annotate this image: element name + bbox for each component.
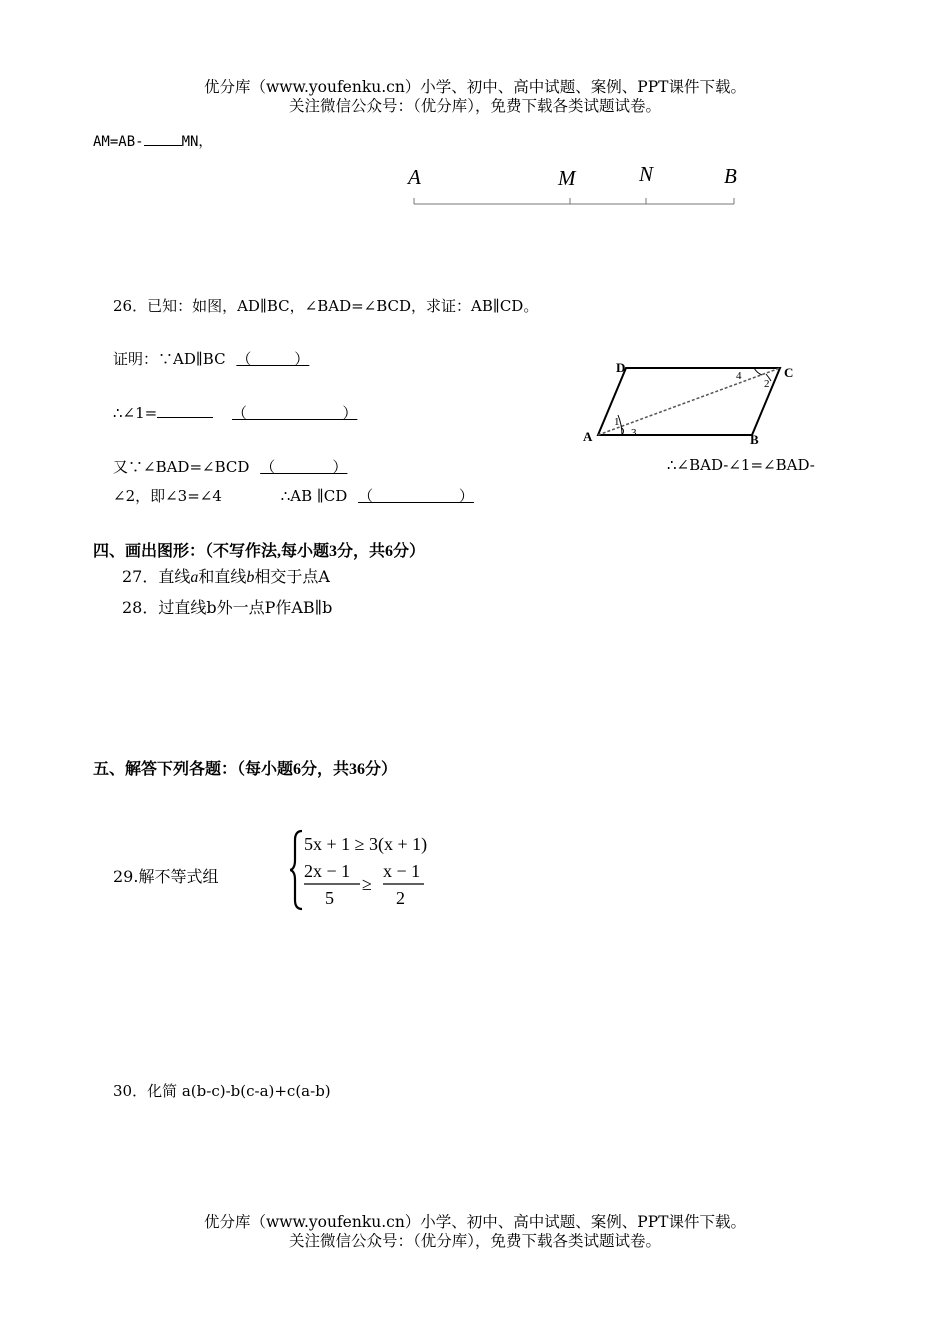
proof-line-1-text: 证明：∵AD∥BC: [113, 350, 226, 368]
q25-text-suffix: MN，: [181, 134, 213, 150]
q28: 28．过直线b外一点P作AB∥b: [122, 598, 333, 617]
proof-line-1: [113, 348, 309, 369]
vertex-a-label: A: [583, 429, 593, 444]
q29-label: 29.解不等式组: [113, 867, 219, 886]
left-brace: [290, 831, 302, 909]
point-a-label: A: [408, 165, 421, 189]
header-line-2: 关注微信公众号：（优分库），免费下载各类试题试卷。: [288, 97, 661, 115]
point-b-label: B: [724, 164, 737, 188]
proof-line-2-reason: （ ）: [232, 404, 358, 422]
proof-line-3-right: ∴∠BAD-∠1=∠BAD-: [667, 456, 815, 474]
q30: 30．化简 a(b-c)-b(c-a)+c(a-b): [113, 1082, 331, 1100]
proof-line-4-conclusion: ∴AB ∥CD: [280, 487, 348, 505]
footer-line-2: 关注微信公众号：（优分库），免费下载各类试题试卷。: [288, 1232, 661, 1250]
section-5-title: 五、解答下列各题：（每小题6分，共36分）: [93, 761, 398, 778]
q25-answer-blank: [144, 131, 182, 146]
proof-line-2-text: ∴∠1=: [113, 404, 158, 422]
q26-statement: 26．已知：如图，AD∥BC，∠BAD=∠BCD，求证：AB∥CD。: [113, 297, 539, 315]
q27-pre: 27．直线: [122, 567, 191, 586]
point-n-label: N: [639, 162, 654, 186]
proof-line-4-reason: （ ）: [358, 487, 474, 505]
angle-2-label: 2: [764, 378, 770, 390]
q27-post: 相交于点A: [254, 567, 330, 586]
q27-var-b: b: [246, 569, 255, 586]
geq-sign: ≥: [362, 874, 372, 894]
section-4-title: 四、画出图形：（不写作法,每小题3分，共6分）: [93, 543, 426, 560]
proof-line-4: [113, 485, 474, 506]
vertex-b-label: B: [750, 432, 759, 447]
q27-var-a: a: [190, 569, 199, 586]
angle-1-label: 1: [614, 416, 620, 428]
point-m-label: M: [558, 166, 576, 190]
proof-line-3-reason: （ ）: [260, 458, 348, 476]
q29-inequality-system: [290, 828, 460, 912]
fraction-2-numerator: x − 1: [383, 861, 421, 881]
footer-line-1: 优分库（www.youfenku.cn）小学、初中、高中试题、案例、PPT课件下载。: [203, 1213, 747, 1231]
fraction-2-denominator: 2: [396, 888, 405, 908]
proof-line-2-blank: [157, 403, 213, 418]
vertex-d-label: D: [616, 360, 626, 375]
proof-line-3-text: 又∵∠BAD=∠BCD: [113, 458, 250, 476]
proof-line-1-reason: （ ）: [236, 350, 310, 368]
angle-4-arc: [754, 368, 762, 375]
proof-line-2: [113, 402, 357, 423]
proof-line-4-text: ∠2，即∠3=∠4: [113, 487, 222, 505]
proof-line-3: [113, 456, 347, 477]
diagonal-ac: [598, 368, 780, 435]
q27: [122, 564, 330, 587]
parallelogram-figure: [578, 355, 808, 450]
header-line-1: 优分库（www.youfenku.cn）小学、初中、高中试题、案例、PPT课件下载。: [203, 78, 747, 96]
vertex-c-label: C: [784, 365, 794, 380]
inequality-1: 5x + 1 ≥ 3(x + 1): [304, 834, 428, 854]
q25-text: [93, 131, 212, 151]
angle-4-label: 4: [736, 370, 742, 382]
fraction-1-denominator: 5: [325, 888, 334, 908]
q27-mid: 和直线: [198, 567, 247, 586]
angle-3-label: 3: [631, 427, 637, 439]
fraction-1-numerator: 2x − 1: [304, 861, 351, 881]
q25-text-prefix: AM=AB-: [93, 134, 144, 150]
segment-figure: [400, 158, 750, 213]
